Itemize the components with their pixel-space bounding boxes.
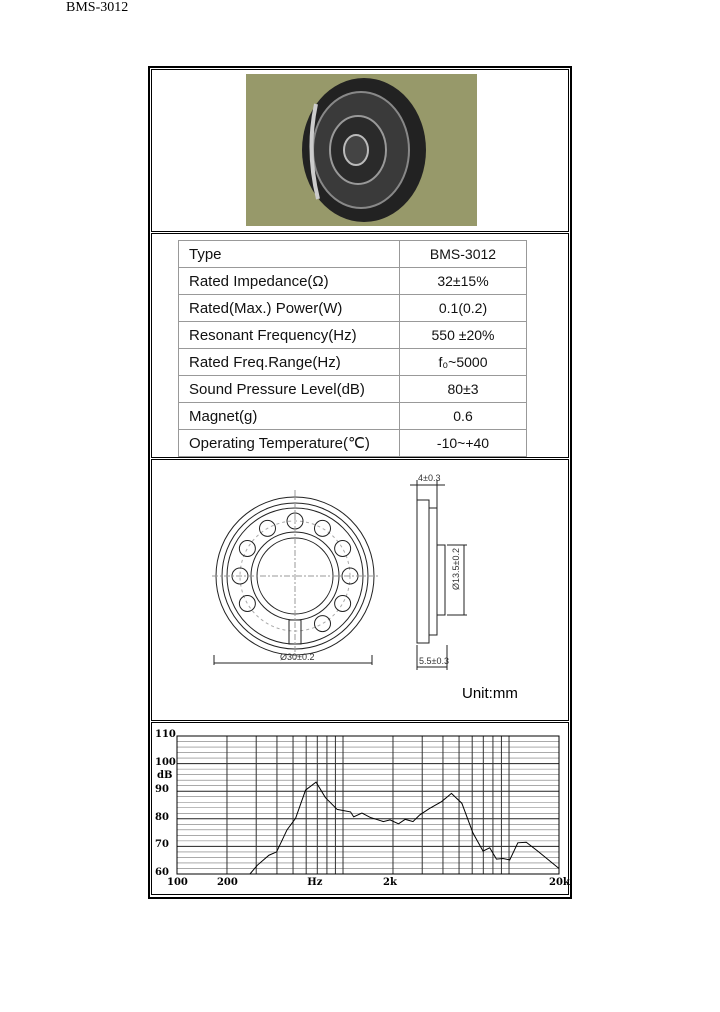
vent-hole xyxy=(335,596,351,612)
vent-hole xyxy=(315,616,331,632)
vent-hole xyxy=(315,520,331,536)
spl-curve xyxy=(250,782,559,874)
chart-section xyxy=(151,722,569,895)
spec-value: -10~+40 xyxy=(400,430,527,457)
spec-label: Magnet(g) xyxy=(179,403,400,430)
magnet-diameter-label: Ø13.5±0.2 xyxy=(451,548,461,590)
y-tick-label: 90 xyxy=(155,784,169,796)
spec-label: Rated(Max.) Power(W) xyxy=(179,295,400,322)
vent-hole xyxy=(239,596,255,612)
dimension-drawing xyxy=(152,460,570,718)
y-axis-label: dB xyxy=(157,770,173,782)
y-tick-label: 60 xyxy=(155,867,169,878)
spec-row xyxy=(179,349,527,376)
diameter-label: Ø30±0.2 xyxy=(280,652,315,662)
spec-table xyxy=(178,240,527,457)
x-tick-label: Hz xyxy=(307,877,323,888)
spec-label: Type xyxy=(179,241,400,268)
spec-row xyxy=(179,241,527,268)
spec-label: Operating Temperature(℃) xyxy=(179,430,400,457)
x-tick-label: 100 xyxy=(167,877,188,888)
vent-hole xyxy=(335,541,351,557)
drawing-section xyxy=(151,459,569,721)
spec-label: Sound Pressure Level(dB) xyxy=(179,376,400,403)
y-tick-label: 70 xyxy=(155,839,169,851)
y-tick-label: 80 xyxy=(155,811,169,823)
spec-row xyxy=(179,403,527,430)
spec-value: f₀~5000 xyxy=(400,349,527,376)
spec-value: BMS-3012 xyxy=(400,241,527,268)
spec-value: 0.1(0.2) xyxy=(400,295,527,322)
spec-label: Rated Impedance(Ω) xyxy=(179,268,400,295)
spec-value: 32±15% xyxy=(400,268,527,295)
spec-row xyxy=(179,376,527,403)
x-tick-label: 20k xyxy=(549,877,570,888)
spec-value: 0.6 xyxy=(400,403,527,430)
spec-value: 550 ±20% xyxy=(400,322,527,349)
spec-label: Resonant Frequency(Hz) xyxy=(179,322,400,349)
x-tick-label: 200 xyxy=(216,877,238,888)
model-header: BMS-3012 xyxy=(66,0,129,15)
spec-row xyxy=(179,268,527,295)
thickness-label: 4±0.3 xyxy=(418,473,441,483)
spec-row xyxy=(179,322,527,349)
x-tick-label: 2k xyxy=(382,877,397,888)
speaker-image xyxy=(246,74,477,226)
unit-label: Unit:mm xyxy=(462,685,518,702)
frequency-response-chart xyxy=(152,723,570,892)
speaker-photo xyxy=(246,74,477,226)
spec-label: Rated Freq.Range(Hz) xyxy=(179,349,400,376)
y-tick-label: 110 xyxy=(155,729,176,740)
depth-label: 5.5±0.3 xyxy=(419,656,449,666)
datasheet-frame xyxy=(148,66,572,899)
spec-section xyxy=(151,233,569,458)
vent-hole xyxy=(239,541,255,557)
spec-row xyxy=(179,430,527,457)
spec-value: 80±3 xyxy=(400,376,527,403)
spec-row xyxy=(179,295,527,322)
photo-section xyxy=(151,69,569,232)
y-tick-label: 100 xyxy=(155,756,176,768)
